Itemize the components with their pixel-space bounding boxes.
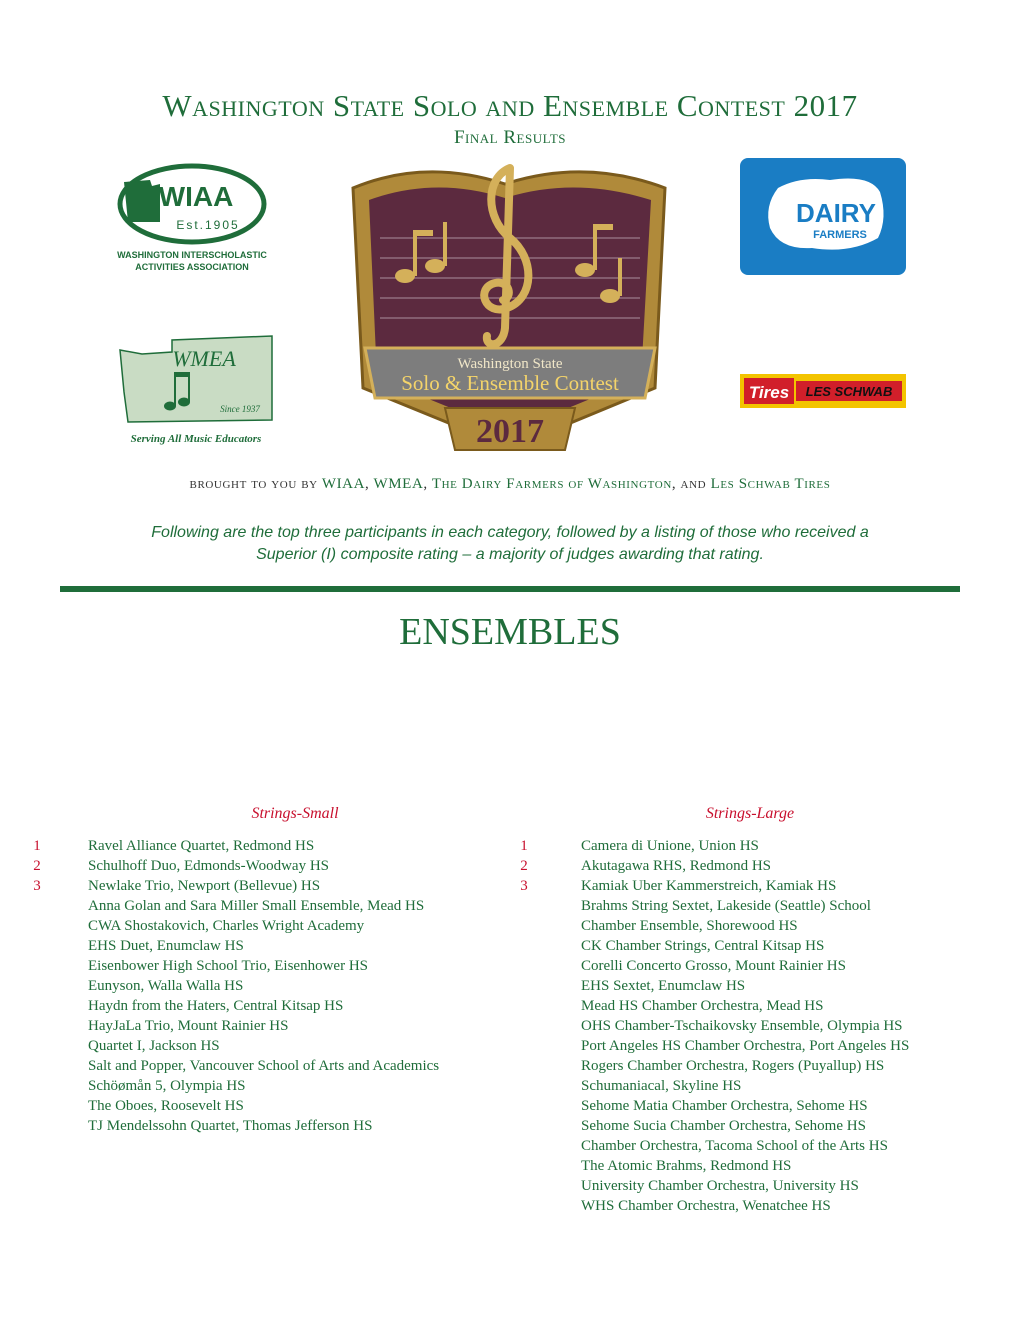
list-item: [517, 896, 997, 916]
list-item: [30, 1116, 510, 1136]
list-item: [517, 1116, 997, 1136]
entry: Chamber Ensemble, Shorewood HS: [581, 918, 798, 934]
sponsor-wmea: WMEA: [373, 476, 424, 492]
sponsor-separator: ,: [423, 476, 428, 492]
intro-text: [90, 522, 930, 566]
sponsor-wiaa: WIAA: [321, 476, 366, 492]
entry: The Atomic Brahms, Redmond HS: [581, 1158, 792, 1174]
entry: WHS Chamber Orchestra, Wenatchee HS: [581, 1198, 831, 1214]
list-item: [517, 1016, 997, 1036]
list-item: [517, 916, 997, 936]
list-item: [30, 876, 510, 896]
wmea-logo: [112, 332, 282, 450]
svg-text:FARMERS: FARMERS: [813, 229, 867, 241]
list-item: [517, 1176, 997, 1196]
svg-text:WASHINGTON INTERSCHOLASTIC: WASHINGTON INTERSCHOLASTIC: [117, 250, 267, 260]
sponsor-dairy-farmers: The Dairy Farmers of Washington: [431, 476, 672, 492]
rank: 1: [520, 838, 528, 854]
svg-text:WIAA: WIAA: [158, 181, 234, 212]
list-item: [517, 956, 997, 976]
entry: Port Angeles HS Chamber Orchestra, Port Angeles HS: [581, 1038, 910, 1054]
list-item: [30, 856, 510, 876]
svg-text:Since 1937: Since 1937: [220, 404, 260, 414]
list-item: [30, 976, 510, 996]
list-item: [517, 1076, 997, 1096]
sponsor-separator: , and: [671, 476, 707, 492]
entry: The Oboes, Roosevelt HS: [88, 1098, 244, 1114]
svg-text:DAIRY: DAIRY: [796, 198, 876, 228]
list-item: [517, 876, 997, 896]
list-item: [30, 936, 510, 956]
entry: Brahms String Sextet, Lakeside (Seattle) School: [581, 898, 871, 914]
entry: EHS Sextet, Enumclaw HS: [581, 978, 746, 994]
list-item: [517, 1156, 997, 1176]
entry: Camera di Unione, Union HS: [581, 838, 759, 854]
entry: Anna Golan and Sara Miller Small Ensemble, Mead HS: [88, 898, 425, 914]
rank: 2: [33, 858, 41, 874]
entry: Schulhoff Duo, Edmonds-Woodway HS: [88, 858, 330, 874]
list-item: [30, 1096, 510, 1116]
intro-line: Superior (I) composite rating – a majority of judges awarding that rating.: [256, 546, 764, 563]
section-title: ENSEMBLES: [399, 611, 621, 653]
svg-text:Washington State: Washington State: [457, 356, 563, 372]
svg-text:Est.1905: Est.1905: [176, 218, 240, 232]
sponsor-separator: ,: [365, 476, 370, 492]
entry: Rogers Chamber Orchestra, Rogers (Puyallup) HS: [581, 1058, 885, 1074]
list-item: [517, 1196, 997, 1216]
entry: Quartet I, Jackson HS: [88, 1038, 220, 1054]
intro-line: Following are the top three participants in each category, followed by a listing of those who received a: [151, 524, 869, 541]
list-item: [517, 1136, 997, 1156]
list-item: [30, 1076, 510, 1096]
entry: Newlake Trio, Newport (Bellevue) HS: [88, 878, 321, 894]
page-subtitle: Final Results: [453, 127, 566, 148]
rank: 2: [520, 858, 528, 874]
list-item: [30, 916, 510, 936]
entry: OHS Chamber-Tschaikovsky Ensemble, Olympia HS: [581, 1018, 903, 1034]
svg-text:Solo & Ensemble Contest: Solo & Ensemble Contest: [401, 371, 619, 395]
entry: EHS Duet, Enumclaw HS: [88, 938, 244, 954]
list-item: [517, 1036, 997, 1056]
entry: Sehome Sucia Chamber Orchestra, Sehome HS: [581, 1118, 866, 1134]
entry: Schöømån 5, Olympia HS: [88, 1078, 246, 1094]
sponsor-prefix: brought to you by: [189, 476, 318, 492]
list-item: [517, 976, 997, 996]
entry: Ravel Alliance Quartet, Redmond HS: [88, 838, 315, 854]
entry: HayJaLa Trio, Mount Rainier HS: [88, 1018, 289, 1034]
svg-text:Tires: Tires: [748, 383, 790, 402]
svg-text:2017: 2017: [476, 413, 544, 450]
contest-badge-logo: [335, 158, 685, 458]
svg-text:Serving All Music Educators: Serving All Music Educators: [130, 433, 262, 445]
entry: CWA Shostakovich, Charles Wright Academy: [88, 918, 365, 934]
wiaa-logo: [110, 162, 280, 277]
sponsor-line: [0, 476, 1020, 493]
divider-rule: [60, 586, 960, 592]
list-item: [517, 936, 997, 956]
list-item: [517, 996, 997, 1016]
entry: CK Chamber Strings, Central Kitsap HS: [581, 938, 825, 954]
list-item: [30, 1036, 510, 1056]
page-title: Washington State Solo and Ensemble Contest 2017: [162, 88, 858, 123]
category-heading: Strings-Small: [251, 805, 339, 822]
list-item: [30, 1016, 510, 1036]
list-item: [30, 836, 510, 856]
list-item: [30, 1056, 510, 1076]
entry: Eisenbower High School Trio, Eisenhower HS: [88, 958, 368, 974]
entry: Corelli Concerto Grosso, Mount Rainier HS: [581, 958, 846, 974]
svg-text:ACTIVITIES ASSOCIATION: ACTIVITIES ASSOCIATION: [135, 262, 249, 272]
entry: Kamiak Uber Kammerstreich, Kamiak HS: [581, 878, 837, 894]
list-item: [517, 1096, 997, 1116]
entry: University Chamber Orchestra, University HS: [581, 1178, 859, 1194]
entry: Sehome Matia Chamber Orchestra, Sehome HS: [581, 1098, 868, 1114]
entry: Mead HS Chamber Orchestra, Mead HS: [581, 998, 824, 1014]
list-item: [517, 856, 997, 876]
list-item: [30, 956, 510, 976]
category-list: [517, 836, 997, 1216]
sponsor-les-schwab: Les Schwab Tires: [710, 476, 831, 492]
les-schwab-logo: [740, 372, 906, 412]
entry: TJ Mendelssohn Quartet, Thomas Jefferson HS: [88, 1118, 373, 1134]
entry: Akutagawa RHS, Redmond HS: [581, 858, 771, 874]
dairy-farmers-logo: [740, 158, 906, 276]
entry: Schumaniacal, Skyline HS: [581, 1078, 742, 1094]
entry: Chamber Orchestra, Tacoma School of the Arts HS: [581, 1138, 888, 1154]
category-list: [30, 836, 510, 1136]
svg-text:LES SCHWAB: LES SCHWAB: [805, 384, 893, 399]
category-heading: Strings-Large: [705, 805, 795, 822]
rank: 1: [33, 838, 41, 854]
entry: Salt and Popper, Vancouver School of Arts and Academics: [88, 1058, 440, 1074]
entry: Haydn from the Haters, Central Kitsap HS: [88, 998, 344, 1014]
rank: 3: [33, 878, 41, 894]
entry: Eunyson, Walla Walla HS: [88, 978, 244, 994]
svg-text:WMEA: WMEA: [172, 346, 236, 371]
list-item: [517, 1056, 997, 1076]
rank: 3: [520, 878, 528, 894]
list-item: [30, 896, 510, 916]
list-item: [517, 836, 997, 856]
list-item: [30, 996, 510, 1016]
